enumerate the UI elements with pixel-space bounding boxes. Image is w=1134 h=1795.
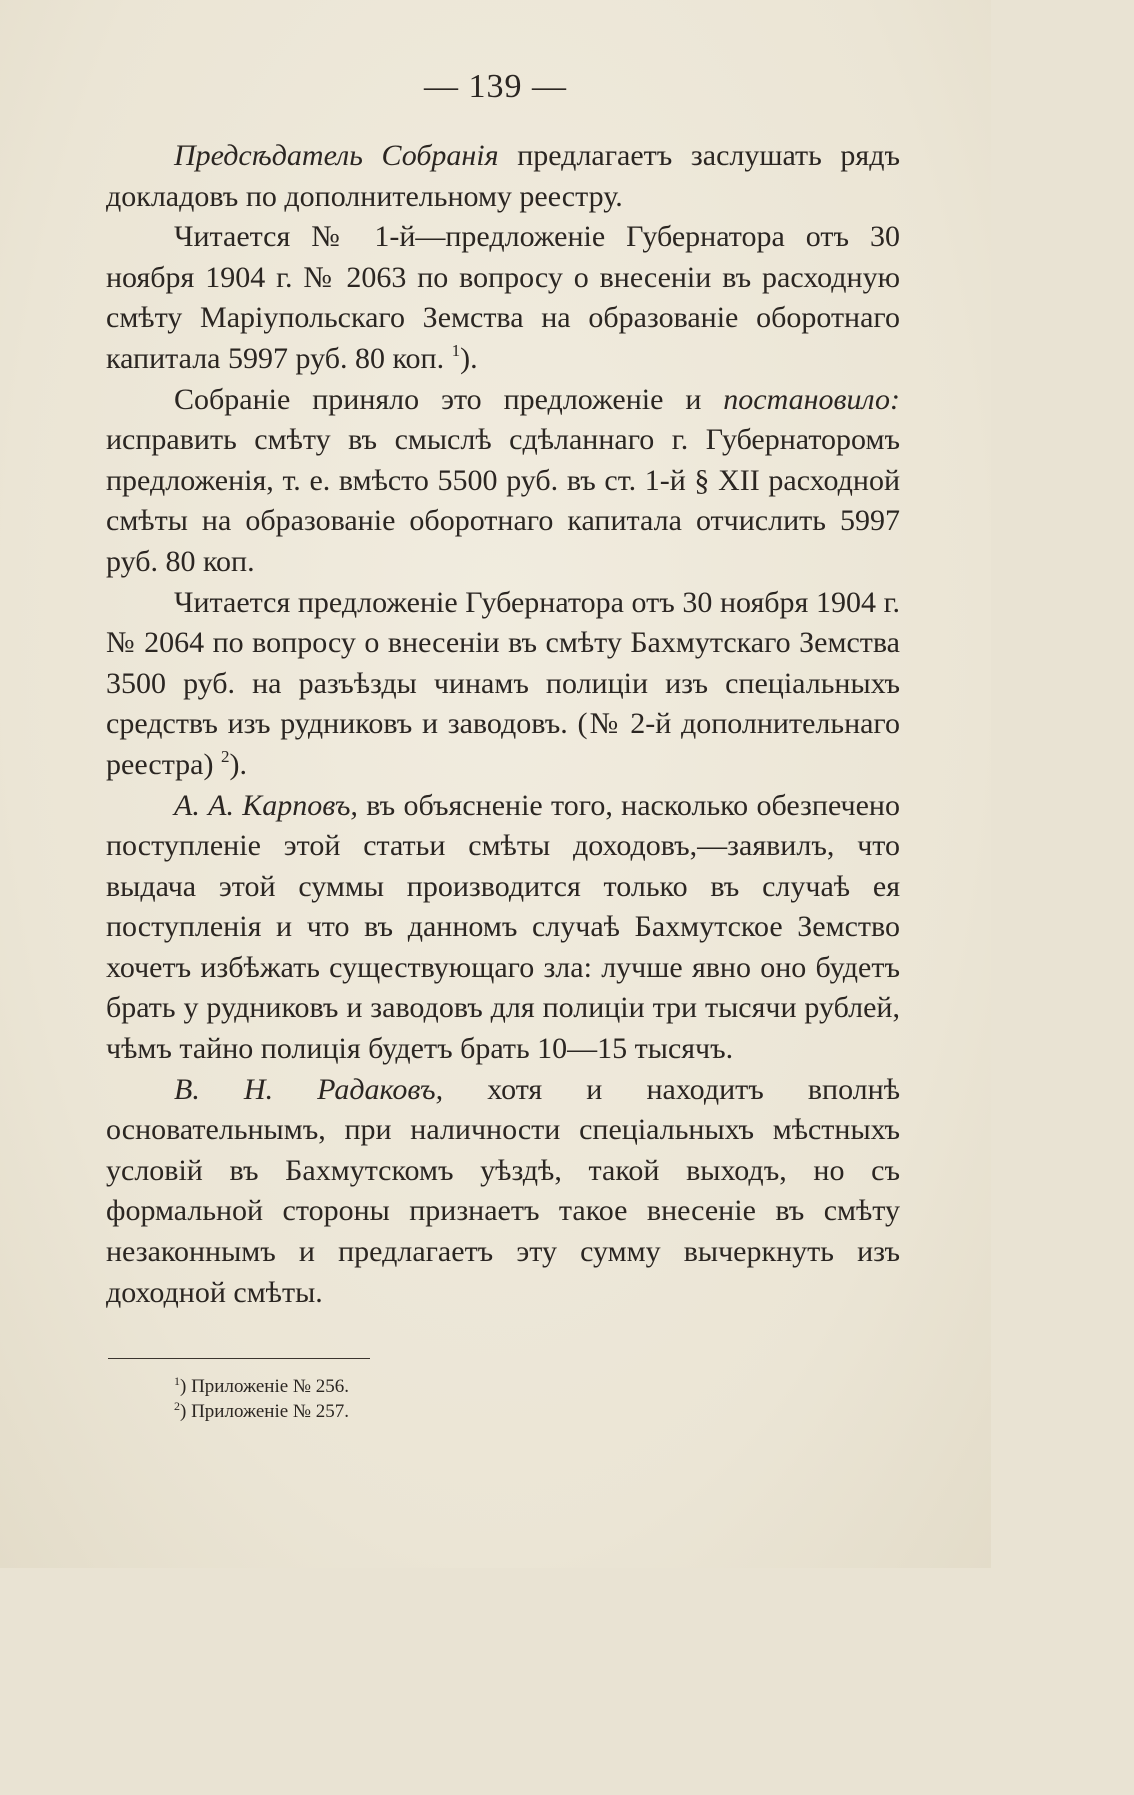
paragraph-text: Собраніе приняло это предложеніе и [174,382,724,416]
paragraph-text: Читается № 1-й—предложеніе Губернатора отъ 30 ноября 1904 г. № 2063 по вопросу о внесеніи въ расходную смѣту Маріупольскаго Земства на образованіе оборотнаго капитала 5997 руб. 80 коп. [106,220,900,375]
body-text [106,136,900,1313]
footnote-number: 2 [174,1398,180,1413]
footnote-ref: 1 [451,340,461,360]
speaker-name: В. Н. Радаковъ, [174,1072,444,1106]
paragraph-text: въ объясненіе того, насколько обезпечено поступленіе этой статьи смѣты доходовъ,—заявилъ, что выдача этой суммы производится только въ случаѣ ея поступленія и что въ данномъ случаѣ Бахмутское Земство хочетъ избѣжать существующаго зла: лучше явно оно будетъ брать у рудниковъ и заводовъ для полиціи три тысячи рублей, чѣмъ тайно полиція будетъ брать 10—15 тысячъ. [106,788,900,1066]
paragraph-2 [106,217,900,379]
speaker-name: А. А. Карповъ, [174,788,358,822]
footnote-bracket: ) [180,1400,187,1422]
paragraph-text: хотя и находитъ вполнѣ основательнымъ, при наличности спеціальныхъ мѣстныхъ условій въ Бахмутскомъ уѣздѣ, такой выходъ, но съ формальной стороны признаетъ такое внесеніе въ смѣту незаконнымъ и предлагаетъ эту сумму вычеркнуть изъ доходной смѣты. [106,1072,900,1309]
paragraph-text: Читается предложеніе Губернатора отъ 30 ноября 1904 г. № 2064 по вопросу о внесеніи въ смѣту Бахмутскаго Земства 3500 руб. на разъѣзды чинамъ полиціи изъ спеціальныхъ средствъ изъ рудниковъ и заводовъ. (№ 2-й дополнительнаго реестра) [106,585,900,781]
footnote-1 [174,1375,674,1400]
footnote-bracket: ) [180,1376,187,1397]
footnote-divider [108,1358,370,1359]
paragraph-text-end: ). [229,747,247,781]
footnote-text: Приложеніе № 256. [186,1376,350,1397]
paragraph-4 [106,583,900,786]
page-number: — 139 — [424,68,567,105]
paragraph-5 [106,786,900,1070]
paragraph-6 [106,1070,900,1314]
paragraph-text: предлагаетъ заслушать рядъ докладовъ по дополнительному реестру. [106,139,900,213]
paragraph-3 [106,380,900,583]
footnote-2 [174,1400,674,1425]
footnote-ref: 2 [220,746,230,766]
paragraph-text: исправить смѣту въ смыслѣ сдѣланнаго г. Губернаторомъ предложенія, т. е. вмѣсто 5500 руб. въ ст. 1-й § XII расходной смѣты на образованіе оборотнаго капитала отчислить 5997 руб. 80 коп. [106,423,900,578]
emphasis-text: постановило: [723,382,900,416]
speaker-name: Предсѣдатель Собранія [174,139,499,172]
footnote-text: Приложеніе № 257. [186,1400,350,1422]
footnotes [174,1375,674,1424]
paragraph-text-end: ). [460,341,478,375]
footnote-number: 1 [174,1374,180,1388]
paragraph-1 [106,136,900,217]
